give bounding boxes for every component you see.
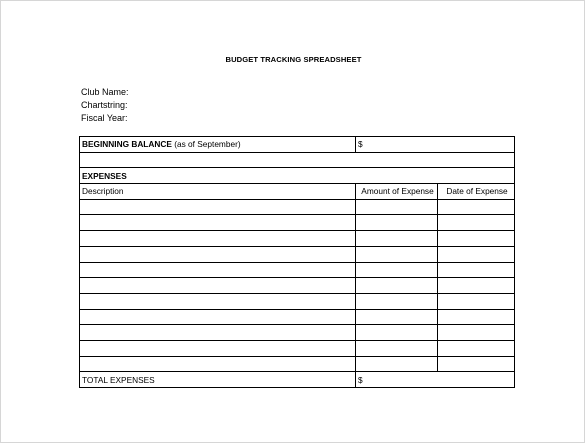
amount-cell [356,215,438,231]
expense-row [80,278,515,294]
expense-row [80,246,515,262]
description-cell [80,231,356,247]
expense-row [80,340,515,356]
amount-cell [356,309,438,325]
date-cell [438,262,515,278]
expense-row [80,309,515,325]
description-header: Description [80,184,356,200]
date-cell [438,293,515,309]
amount-cell [356,340,438,356]
description-cell [80,325,356,341]
amount-cell [356,278,438,294]
date-cell [438,340,515,356]
date-cell [438,231,515,247]
beginning-balance-row [80,137,515,153]
beginning-balance-value: $ [356,137,515,153]
beginning-balance-label: BEGINNING BALANCE [82,139,172,150]
description-cell [80,340,356,356]
amount-cell [356,246,438,262]
description-cell [80,262,356,278]
expenses-heading: EXPENSES [80,168,515,184]
amount-cell [356,262,438,278]
date-cell [438,356,515,372]
column-header-row [80,184,515,200]
amount-cell [356,356,438,372]
amount-cell [356,231,438,247]
expense-row [80,293,515,309]
spacer-row [80,152,515,168]
date-header: Date of Expense [438,184,515,200]
expense-row [80,231,515,247]
total-expenses-label: TOTAL EXPENSES [80,372,356,388]
amount-cell [356,199,438,215]
beginning-balance-cell [80,137,356,153]
beginning-balance-note: (as of September) [171,139,241,150]
document-title: BUDGET TRACKING SPREADSHEET [225,55,362,64]
description-cell [80,356,356,372]
total-expenses-row [80,372,515,388]
date-cell [438,325,515,341]
expense-row [80,325,515,341]
amount-cell [356,325,438,341]
spacer-cell [80,152,515,168]
expense-row [80,356,515,372]
description-cell [80,246,356,262]
description-cell [80,309,356,325]
budget-table [79,136,515,388]
description-cell [80,199,356,215]
description-cell [80,278,356,294]
expenses-heading-row [80,168,515,184]
total-expenses-value: $ [356,372,515,388]
description-cell [80,293,356,309]
date-cell [438,215,515,231]
expense-row [80,199,515,215]
description-cell [80,215,356,231]
date-cell [438,246,515,262]
chartstring-label: Chartstring: [81,100,128,110]
date-cell [438,199,515,215]
amount-cell [356,293,438,309]
club-name-label: Club Name: [81,87,129,97]
amount-header: Amount of Expense [356,184,438,200]
date-cell [438,309,515,325]
fiscal-year-label: Fiscal Year: [81,113,128,123]
date-cell [438,278,515,294]
expense-row [80,262,515,278]
expense-row [80,215,515,231]
